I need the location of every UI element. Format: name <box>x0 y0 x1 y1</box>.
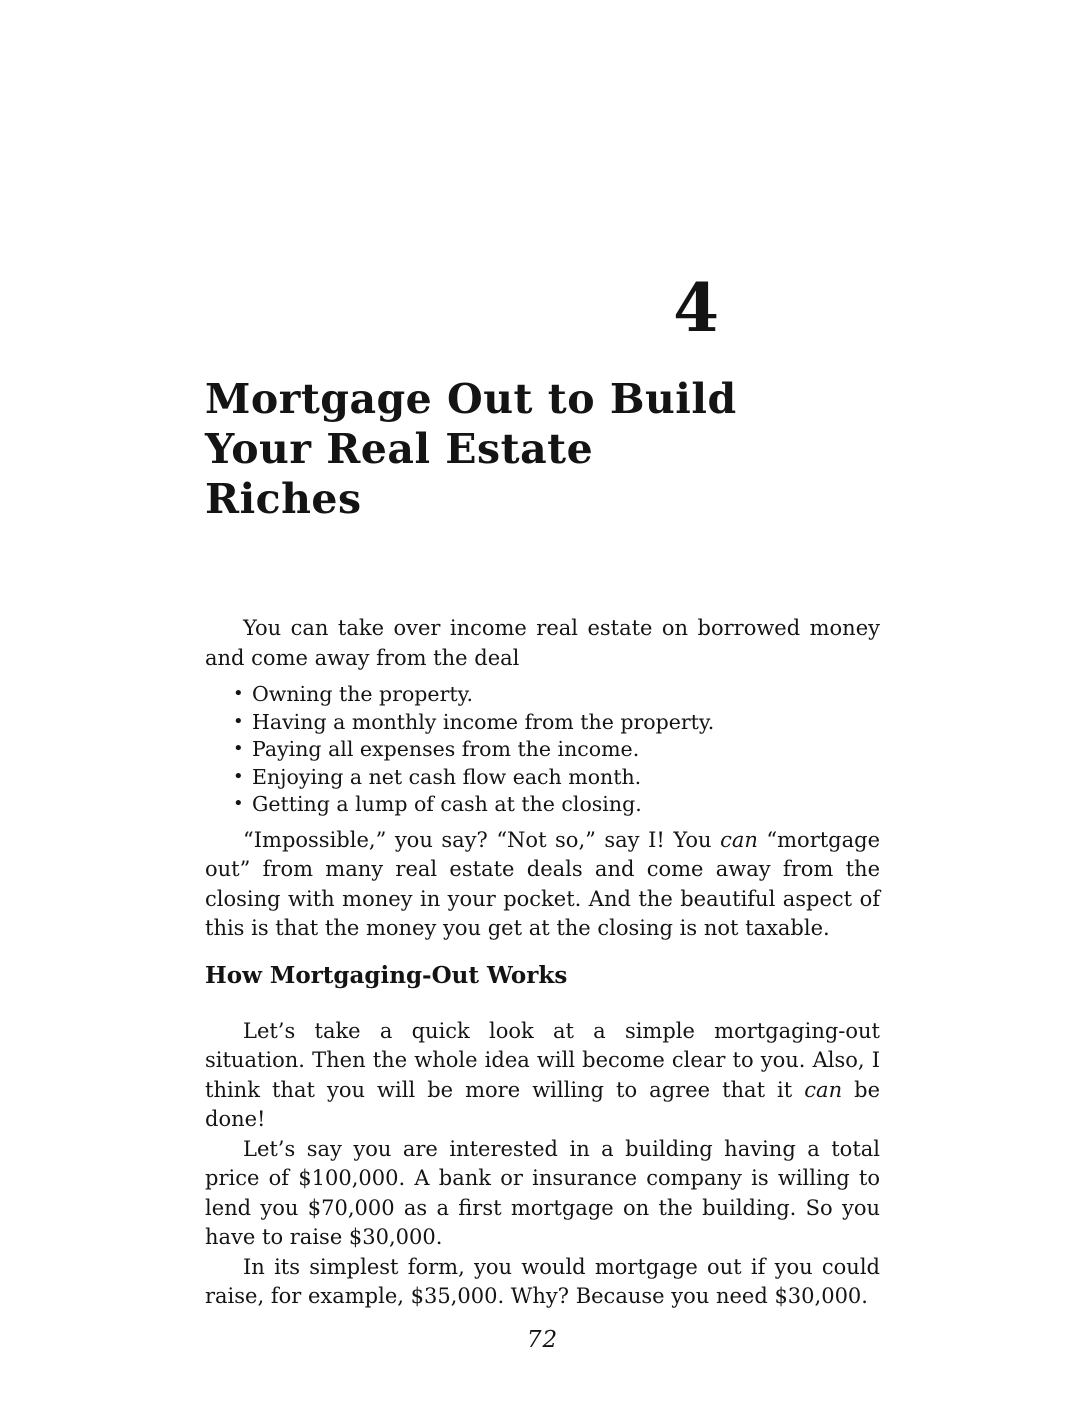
chapter-title <box>205 374 880 524</box>
section-heading: How Mortgaging-Out Works <box>205 961 568 989</box>
chapter-number: 4 <box>673 269 720 347</box>
list-item-expenses: • Paying all expenses from the income. <box>233 736 880 764</box>
intro-paragraph: You can take over income real estate on borrowed money and come away from the deal <box>205 616 880 670</box>
chapter-title-line-1: Mortgage Out to Build <box>205 375 737 423</box>
list-item-cash-flow: • Enjoying a net cash flow each month. <box>233 764 880 792</box>
list-item-income: • Having a monthly income from the property. <box>233 709 880 737</box>
chapter-title-line-3: Riches <box>205 475 362 523</box>
quick-look-text-end: be done! <box>205 1077 881 1131</box>
building-example-paragraph: Let’s say you are interested in a building having a total price of $100,000. A bank or insurance company is willing to lend you $70,000 as a first mortgage on the building. So you have to raise $30,000. <box>205 1136 880 1249</box>
text-column <box>205 0 880 1353</box>
impossible-paragraph <box>205 826 880 944</box>
impossible-text-start: “Impossible,” you say? “Not so,” say I! You <box>243 827 721 852</box>
impossible-text-end: “mortgage out” from many real estate deals and come away from the closing with money in your pocket. And the beautiful aspect of this is that the money you get at the closing is not taxable. <box>205 827 881 940</box>
quick-look-text-start: Let’s take a quick look at a simple mortgaging-out situation. Then the whole idea will become clear to you. Also, I think that you will be more willing to agree that it <box>205 1018 880 1102</box>
benefits-list <box>205 681 880 819</box>
italic-emphasis-can-2: can <box>804 1077 843 1102</box>
list-item-lump-cash: • Getting a lump of cash at the closing. <box>233 791 880 819</box>
italic-emphasis-can: can <box>720 827 758 852</box>
chapter-title-line-2: Your Real Estate <box>205 425 594 473</box>
quick-look-paragraph <box>205 1017 880 1135</box>
simplest-form-paragraph: In its simplest form, you would mortgage out if you could raise, for example, $35,000. Why? Because you need $30,000. <box>205 1254 880 1308</box>
page-number: 72 <box>526 1326 559 1353</box>
list-item-owning: • Owning the property. <box>233 681 880 709</box>
